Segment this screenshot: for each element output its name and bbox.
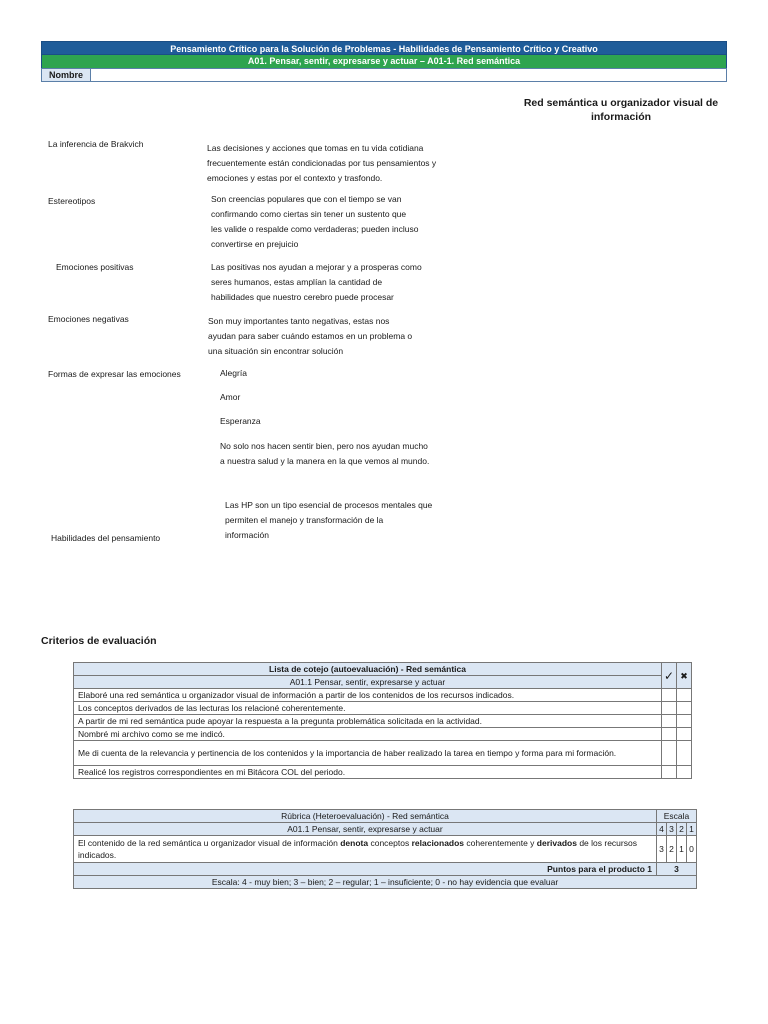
concept-term: Formas de expresar las emociones (48, 369, 181, 379)
cross-cell[interactable] (677, 766, 692, 779)
points-label: Puntos para el producto 1 (74, 863, 657, 876)
concept-term: La inferencia de Brakvich (48, 139, 144, 149)
cross-cell[interactable] (677, 702, 692, 715)
scale-header: 1 (687, 823, 697, 836)
name-row (41, 68, 727, 82)
scale-value[interactable]: 1 (677, 836, 687, 863)
table-row (74, 702, 692, 715)
concept-description: Son creencias populares que con el tiempo se van confirmando como ciertas sin tener un sustento que les valide o respalde como verdaderas; pueden incluso convertirse en prejuicio (211, 194, 419, 249)
checklist-criterion: Nombré mi archivo como se me indicó. (74, 728, 662, 741)
table-row (74, 766, 692, 779)
check-cell[interactable] (662, 728, 677, 741)
emotion-item: Esperanza (220, 416, 261, 426)
scale-legend: Escala: 4 - muy bien; 3 – bien; 2 – regular; 1 – insuficiente; 0 - no hay evidencia que evaluar (74, 876, 697, 889)
checklist-criterion: A partir de mi red semántica pude apoyar la respuesta a la pregunta problemática solicitada en la actividad. (74, 715, 662, 728)
scale-label: Escala (657, 810, 697, 823)
scale-value[interactable]: 2 (667, 836, 677, 863)
checklist-criterion: Los conceptos derivados de las lecturas los relacioné coherentemente. (74, 702, 662, 715)
scale-value[interactable]: 0 (687, 836, 697, 863)
check-icon: ✓ (662, 663, 677, 689)
table-row (74, 715, 692, 728)
criteria-title: Criterios de evaluación (41, 635, 157, 647)
points-value: 3 (657, 863, 697, 876)
concept-term: Emociones negativas (48, 314, 129, 324)
scale-value[interactable]: 3 (657, 836, 667, 863)
table-row (74, 689, 692, 702)
checklist-criterion: Me di cuenta de la relevancia y pertinencia de los contenidos y la importancia de haber realizado la tarea en tiempo y forma para mi formación. (74, 741, 662, 766)
checklist-criterion: Elaboré una red semántica u organizador visual de información a partir de los contenidos de los recursos indicados. (74, 689, 662, 702)
concept-description: Las HP son un tipo esencial de procesos mentales que permiten el manejo y transformación de la información (225, 500, 433, 540)
concept-term: Habilidades del pensamiento (51, 533, 161, 543)
checklist-criterion: Realicé los registros correspondientes en mi Bitácora COL del periodo. (74, 766, 662, 779)
emotion-item: Amor (220, 392, 241, 402)
cross-cell[interactable] (677, 689, 692, 702)
scale-header: 3 (667, 823, 677, 836)
emotion-item: Alegría (220, 368, 247, 378)
check-cell[interactable] (662, 741, 677, 766)
table-row (74, 741, 692, 766)
cross-cell[interactable] (677, 728, 692, 741)
rubric-table (73, 809, 697, 889)
concept-description: Son muy importantes tanto negativas, estas nos ayudan para saber cuándo estamos en un problema o una situación sin encontrar solución (208, 316, 413, 356)
concept-term: Emociones positivas (56, 262, 134, 272)
map-title: Red semántica u organizador visual de información (523, 97, 719, 123)
checklist-table (73, 662, 692, 779)
concept-description: Las decisiones y acciones que tomas en tu vida cotidiana frecuentemente están condicionadas por tus pensamientos y emociones y estas por el contexto y trasfondo. (207, 143, 437, 183)
course-title-bar: Pensamiento Crítico para la Solución de Problemas - Habilidades de Pensamiento Crítico y Creativo (41, 41, 727, 55)
check-cell[interactable] (662, 702, 677, 715)
concept-description: No solo nos hacen sentir bien, pero nos ayudan mucho a nuestra salud y la manera en la que vemos al mundo. (220, 441, 430, 466)
concept-description: Las positivas nos ayudan a mejorar y a prosperas como seres humanos, estas amplían la cantidad de habilidades que nuestro cerebro puede procesar (211, 262, 422, 302)
cross-icon: ✖ (677, 663, 692, 689)
checklist-title: Lista de cotejo (autoevaluación) - Red semántica (74, 663, 662, 676)
check-cell[interactable] (662, 689, 677, 702)
table-row (74, 836, 697, 863)
checklist-subtitle: A01.1 Pensar, sentir, expresarse y actuar (74, 676, 662, 689)
name-label: Nombre (42, 69, 91, 81)
rubric-subtitle: A01.1 Pensar, sentir, expresarse y actuar (74, 823, 657, 836)
name-field[interactable] (91, 69, 726, 81)
check-cell[interactable] (662, 715, 677, 728)
rubric-title: Rúbrica (Heteroevaluación) - Red semántica (74, 810, 657, 823)
concept-term: Estereotipos (48, 196, 96, 206)
check-cell[interactable] (662, 766, 677, 779)
activity-title-bar: A01. Pensar, sentir, expresarse y actuar – A01-1. Red semántica (41, 55, 727, 68)
cross-cell[interactable] (677, 741, 692, 766)
table-row (74, 728, 692, 741)
scale-header: 4 (657, 823, 667, 836)
scale-header: 2 (677, 823, 687, 836)
cross-cell[interactable] (677, 715, 692, 728)
rubric-criterion: El contenido de la red semántica u organizador visual de información denota conceptos relacionados coherentemente y derivados de los recursos indicados. (74, 836, 657, 863)
